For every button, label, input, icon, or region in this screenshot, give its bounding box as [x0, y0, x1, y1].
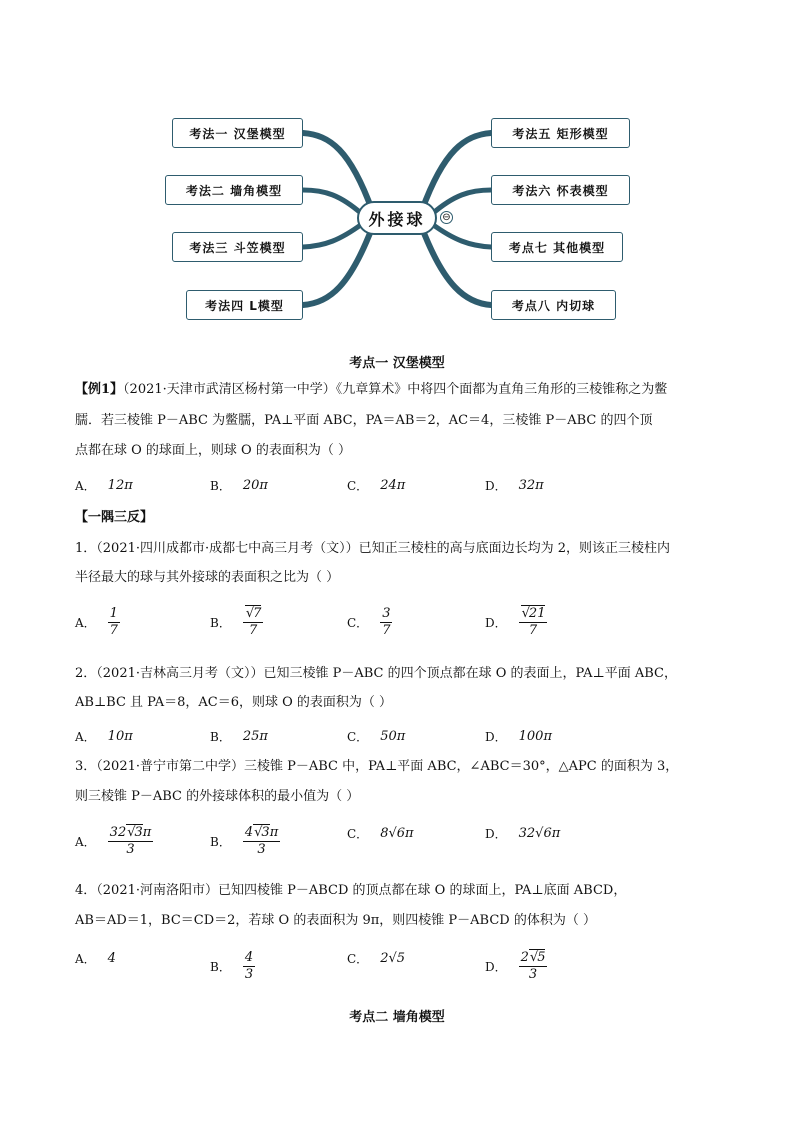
question-2-line-1: 2．（2021·吉林高三月考（文））已知三棱锥 P－ABC 的四个顶点都在球 O 的表面上，PA⊥平面 ABC，: [75, 666, 677, 681]
mindmap-node-method-1[interactable]: 考法一 汉堡模型: [172, 118, 303, 148]
fraction: $\frac{4√ 3\pi}{3}$: [243, 825, 280, 858]
fraction: $\frac{32√ 3\pi}{3}$: [108, 825, 154, 858]
question-4-line-1: 4．（2021·河南洛阳市）已知四棱锥 P－ABCD 的顶点都在球 O 的球面上，PA⊥底面 ABCD，: [75, 883, 627, 898]
mindmap-branches: [0, 0, 794, 340]
option-label: C．: [347, 730, 369, 744]
option-label: C．: [347, 827, 369, 841]
mindmap-node-method-4[interactable]: 考法四 L模型: [186, 290, 303, 320]
fraction: √ $\frac{21}{7}$: [519, 606, 548, 639]
mindmap-node-method-2[interactable]: 考法二 墙角模型: [165, 175, 303, 205]
question-1-line-1: 1．（2021·四川成都市·成都七中高三月考（文））已知正三棱柱的高与底面边长均为 2，则该正三棱柱内: [75, 541, 671, 556]
example-1-line-3: 点都在球 O 的球面上，则球 O 的表面积为（ ）: [75, 443, 351, 458]
option-label: B．: [210, 730, 231, 744]
option-value: 4: [107, 951, 116, 966]
mindmap-node-method-5[interactable]: 考法五 矩形模型: [491, 118, 630, 148]
option-label: B．: [210, 616, 231, 630]
fraction: $\frac{2√ 5}{3}$: [519, 950, 548, 983]
collapse-icon[interactable]: ⊖: [440, 211, 453, 224]
option-value: 24π: [380, 478, 406, 493]
option-label: A．: [75, 616, 96, 630]
option-label: A．: [75, 835, 96, 849]
option-value: 100π: [518, 729, 552, 744]
option-value: 32π: [518, 478, 544, 493]
option-label: D．: [485, 479, 507, 493]
example-1-line-1: [75, 381, 667, 399]
option-label: A．: [75, 730, 96, 744]
option-label: D．: [485, 960, 507, 974]
option-label: D．: [485, 827, 507, 841]
mindmap-node-method-6[interactable]: 考法六 怀表模型: [491, 175, 630, 205]
option-label: B．: [210, 835, 231, 849]
option-label: D．: [485, 730, 507, 744]
fraction: $\frac{4}{3}$: [244, 950, 254, 982]
section-title-1: 考点一 汉堡模型: [349, 356, 445, 371]
option-value: 2√5: [380, 951, 406, 966]
option-value: 8√6π: [380, 826, 414, 841]
section-title-2: 考点二 墙角模型: [349, 1010, 445, 1025]
example-tag: 【例1】: [75, 382, 124, 397]
question-1-line-2: 半径最大的球与其外接球的表面积之比为（ ）: [75, 570, 340, 585]
question-4-line-2: AB＝AD＝1，BC＝CD＝2，若球 O 的表面积为 9π，则四棱锥 P－ABCD 的体积为（ ）: [75, 913, 596, 928]
mindmap-node-method-7[interactable]: 考点七 其他模型: [491, 232, 623, 262]
option-label: B．: [210, 960, 231, 974]
mindmap-node-method-8[interactable]: 考点八 内切球: [491, 290, 616, 320]
example-1-text: （2021·天津市武清区杨村第一中学）《九章算术》中将四个面都为直角三角形的三棱锥称之为鳖: [123, 382, 668, 397]
yiyu-heading: 【一隅三反】: [75, 510, 154, 525]
option-value: 25π: [242, 729, 268, 744]
option-label: D．: [485, 616, 507, 630]
option-label: A．: [75, 479, 96, 493]
question-3-line-2: 则三棱锥 P－ABC 的外接球体积的最小值为（ ）: [75, 789, 360, 804]
option-label: C．: [347, 616, 369, 630]
question-2-line-2: AB⊥BC 且 PA＝8，AC＝6，则球 O 的表面积为（ ）: [75, 695, 393, 710]
fraction: √ $\frac{7}{7}$: [243, 606, 264, 639]
fraction: $\frac{3}{7}$: [382, 606, 391, 638]
mindmap-node-method-3[interactable]: 考法三 斗笠模型: [172, 232, 303, 262]
mindmap-center-node[interactable]: 外接球: [357, 201, 437, 235]
fraction: $\frac{1}{7}$: [109, 606, 118, 638]
option-label: C．: [347, 952, 369, 966]
example-1-line-2: 臑．若三棱锥 P－ABC 为鳖臑，PA⊥平面 ABC，PA＝AB＝2，AC＝4，三棱锥 P－ABC 的四个顶: [75, 413, 653, 428]
option-value: 50π: [380, 729, 406, 744]
option-value: 20π: [242, 478, 268, 493]
option-value: 32√6π: [518, 826, 561, 841]
question-3-line-1: 3．（2021·普宁市第二中学）三棱锥 P－ABC 中，PA⊥平面 ABC，∠ABC＝30°，△APC 的面积为 3，: [75, 759, 679, 774]
option-value: 10π: [107, 729, 133, 744]
option-label: C．: [347, 479, 369, 493]
option-value: 12π: [107, 478, 133, 493]
option-label: A．: [75, 952, 96, 966]
option-label: B．: [210, 479, 231, 493]
